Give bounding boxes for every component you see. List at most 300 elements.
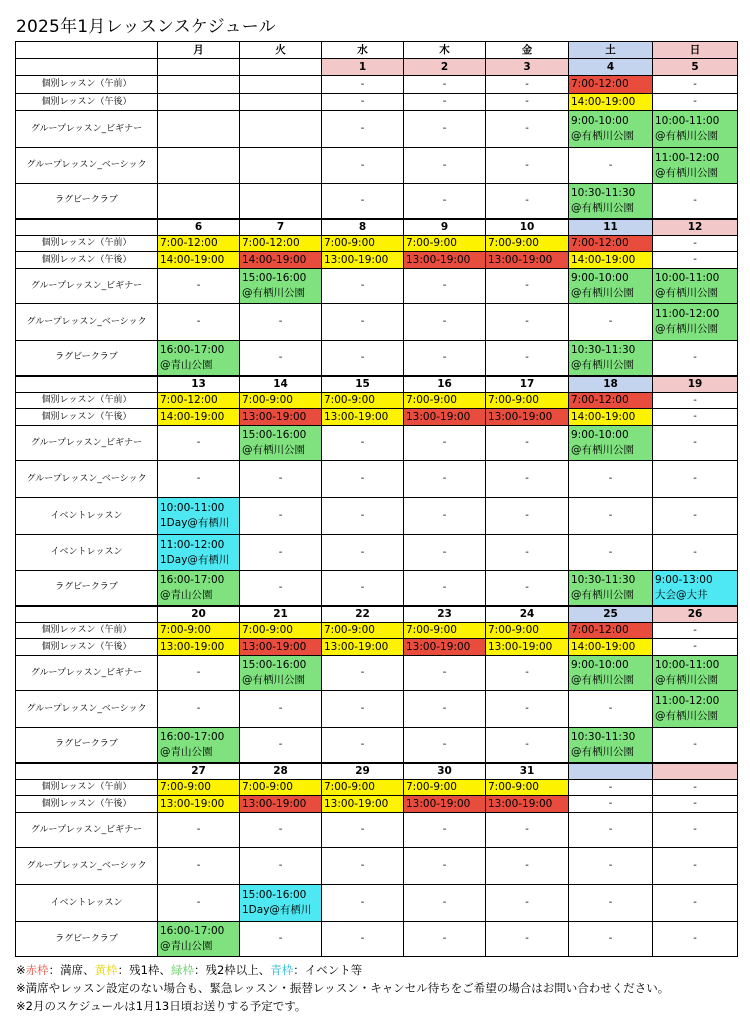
lesson-row	[16, 409, 738, 426]
slot-cell: -	[569, 304, 653, 341]
lesson-label: 個別レッスン（午後）	[16, 94, 158, 111]
slot-cell: -	[404, 148, 486, 184]
lesson-label: グループレッスン_ビギナー	[16, 111, 158, 148]
slot-cell: 13:00-19:00	[322, 796, 404, 813]
lesson-label: グループレッスン_ベーシック	[16, 691, 158, 728]
slot-cell: -	[404, 94, 486, 111]
slot-cell: 7:00-9:00	[486, 393, 569, 409]
date-row-label	[16, 763, 158, 780]
date-cell: 26	[653, 606, 738, 623]
slot-cell: 13:00-19:00	[486, 252, 569, 269]
date-row	[16, 219, 738, 236]
date-cell	[653, 763, 738, 780]
slot-cell: -	[240, 728, 322, 763]
slot-cell: 13:00-19:00	[158, 796, 240, 813]
slot-cell: -	[653, 848, 738, 885]
lesson-row	[16, 94, 738, 111]
slot-cell: -	[486, 691, 569, 728]
slot-cell: -	[653, 76, 738, 94]
date-cell: 17	[486, 376, 569, 393]
slot-cell: 7:00-9:00	[240, 623, 322, 639]
date-cell: 1	[322, 59, 404, 76]
slot-cell: -	[404, 76, 486, 94]
lesson-label: ラグビークラブ	[16, 922, 158, 957]
lesson-label: ラグビークラブ	[16, 728, 158, 763]
slot-cell: -	[240, 461, 322, 498]
slot-cell: -	[158, 885, 240, 922]
slot-cell: -	[486, 922, 569, 957]
slot-cell: -	[322, 535, 404, 571]
slot-cell: -	[486, 426, 569, 461]
slot-cell: 11:00-12:00 1Day@有栖川	[158, 535, 240, 571]
lesson-label: 個別レッスン（午前）	[16, 780, 158, 796]
lesson-row	[16, 922, 738, 957]
slot-cell	[158, 111, 240, 148]
slot-cell: -	[653, 922, 738, 957]
slot-cell: -	[653, 461, 738, 498]
lesson-label: ラグビークラブ	[16, 341, 158, 376]
slot-cell: 7:00-9:00	[404, 236, 486, 252]
date-cell: 3	[486, 59, 569, 76]
slot-cell: -	[322, 848, 404, 885]
slot-cell: 9:00-10:00 @有栖川公園	[569, 656, 653, 691]
slot-cell: -	[322, 269, 404, 304]
slot-cell: 9:00-10:00 @有栖川公園	[569, 111, 653, 148]
corner-cell	[16, 42, 158, 59]
slot-cell: 13:00-19:00	[322, 409, 404, 426]
slot-cell: -	[486, 848, 569, 885]
slot-cell: -	[322, 426, 404, 461]
slot-cell: -	[653, 813, 738, 848]
slot-cell: -	[404, 184, 486, 219]
slot-cell: 13:00-19:00	[158, 639, 240, 656]
slot-cell: -	[322, 691, 404, 728]
lesson-label: 個別レッスン（午後）	[16, 252, 158, 269]
date-cell: 14	[240, 376, 322, 393]
date-cell: 8	[322, 219, 404, 236]
lesson-row	[16, 623, 738, 639]
slot-cell: -	[404, 848, 486, 885]
slot-cell: -	[404, 922, 486, 957]
legend-green-text: ：残2枠以上、	[193, 963, 271, 977]
slot-cell: 13:00-19:00	[240, 796, 322, 813]
slot-cell: -	[569, 848, 653, 885]
slot-cell: -	[486, 656, 569, 691]
lesson-row	[16, 813, 738, 848]
lesson-row	[16, 184, 738, 219]
slot-cell: -	[569, 691, 653, 728]
slot-cell: 14:00-19:00	[569, 94, 653, 111]
lesson-label: イベントレッスン	[16, 498, 158, 535]
slot-cell: -	[322, 76, 404, 94]
slot-cell: -	[404, 341, 486, 376]
date-cell: 20	[158, 606, 240, 623]
slot-cell: -	[569, 148, 653, 184]
lesson-row	[16, 639, 738, 656]
slot-cell: -	[486, 535, 569, 571]
slot-cell: -	[653, 252, 738, 269]
slot-cell: 14:00-19:00	[158, 409, 240, 426]
weekday-header: 月	[158, 42, 240, 59]
slot-cell: 7:00-12:00	[240, 236, 322, 252]
slot-cell: 9:00-10:00 @有栖川公園	[569, 269, 653, 304]
lesson-label: 個別レッスン（午後）	[16, 639, 158, 656]
slot-cell	[158, 184, 240, 219]
slot-cell: -	[569, 535, 653, 571]
slot-cell: 7:00-12:00	[569, 76, 653, 94]
slot-cell: 14:00-19:00	[240, 252, 322, 269]
slot-cell: 13:00-19:00	[240, 639, 322, 656]
lesson-label: イベントレッスン	[16, 885, 158, 922]
slot-cell: -	[486, 111, 569, 148]
slot-cell: 13:00-19:00	[404, 796, 486, 813]
lesson-label: グループレッスン_ビギナー	[16, 813, 158, 848]
slot-cell: -	[486, 728, 569, 763]
slot-cell: -	[158, 813, 240, 848]
slot-cell: 7:00-9:00	[158, 780, 240, 796]
slot-cell: 7:00-9:00	[322, 623, 404, 639]
slot-cell: -	[653, 780, 738, 796]
slot-cell: 9:00-10:00 @有栖川公園	[569, 426, 653, 461]
lesson-label: グループレッスン_ベーシック	[16, 148, 158, 184]
slot-cell: 7:00-9:00	[486, 780, 569, 796]
legend-blue-text: ：イベント等	[293, 963, 363, 977]
slot-cell: 13:00-19:00	[404, 409, 486, 426]
lesson-row	[16, 304, 738, 341]
legend-prefix: ※	[16, 963, 26, 977]
lesson-row	[16, 848, 738, 885]
slot-cell: 16:00-17:00 @青山公園	[158, 571, 240, 606]
slot-cell: -	[486, 813, 569, 848]
date-cell: 15	[322, 376, 404, 393]
lesson-row	[16, 885, 738, 922]
lesson-label: グループレッスン_ベーシック	[16, 304, 158, 341]
slot-cell: -	[653, 94, 738, 111]
date-cell: 12	[653, 219, 738, 236]
slot-cell: -	[404, 691, 486, 728]
date-cell: 16	[404, 376, 486, 393]
lesson-row	[16, 252, 738, 269]
slot-cell: -	[486, 148, 569, 184]
slot-cell: 13:00-19:00	[240, 409, 322, 426]
slot-cell: -	[404, 304, 486, 341]
slot-cell: -	[486, 461, 569, 498]
weekday-header: 日	[653, 42, 738, 59]
date-cell: 28	[240, 763, 322, 780]
slot-cell: 7:00-9:00	[404, 623, 486, 639]
slot-cell: 10:00-11:00 @有栖川公園	[653, 269, 738, 304]
slot-cell: 10:30-11:30 @有栖川公園	[569, 341, 653, 376]
slot-cell: 7:00-9:00	[486, 236, 569, 252]
slot-cell: 11:00-12:00 @有栖川公園	[653, 304, 738, 341]
lesson-row	[16, 535, 738, 571]
lesson-row	[16, 111, 738, 148]
slot-cell: -	[240, 571, 322, 606]
lesson-label: 個別レッスン（午前）	[16, 393, 158, 409]
slot-cell: -	[322, 184, 404, 219]
slot-cell: 13:00-19:00	[404, 639, 486, 656]
slot-cell: -	[486, 94, 569, 111]
lesson-row	[16, 341, 738, 376]
slot-cell: 7:00-12:00	[569, 623, 653, 639]
slot-cell: 7:00-9:00	[322, 393, 404, 409]
slot-cell: 10:30-11:30 @有栖川公園	[569, 571, 653, 606]
lesson-label: 個別レッスン（午後）	[16, 796, 158, 813]
slot-cell: -	[404, 813, 486, 848]
date-cell	[240, 59, 322, 76]
date-row-label	[16, 219, 158, 236]
slot-cell: -	[322, 813, 404, 848]
slot-cell: -	[653, 623, 738, 639]
slot-cell: -	[322, 922, 404, 957]
slot-cell: -	[240, 691, 322, 728]
slot-cell: -	[322, 728, 404, 763]
slot-cell: 10:30-11:30 @有栖川公園	[569, 184, 653, 219]
legend-blue-key: 青枠	[270, 963, 294, 977]
slot-cell: -	[569, 885, 653, 922]
slot-cell: 15:00-16:00 @有栖川公園	[240, 426, 322, 461]
slot-cell: -	[653, 796, 738, 813]
lesson-row	[16, 236, 738, 252]
slot-cell: -	[322, 461, 404, 498]
slot-cell: 11:00-12:00 @有栖川公園	[653, 148, 738, 184]
slot-cell: 9:00-13:00 大会@大井	[653, 571, 738, 606]
slot-cell: -	[486, 498, 569, 535]
date-cell: 4	[569, 59, 653, 76]
legend-line	[16, 961, 669, 979]
weekday-header: 土	[569, 42, 653, 59]
slot-cell: -	[653, 426, 738, 461]
slot-cell: -	[322, 111, 404, 148]
date-cell: 23	[404, 606, 486, 623]
slot-cell	[240, 76, 322, 94]
legend-green-key: 緑枠	[170, 963, 194, 977]
slot-cell: 7:00-12:00	[158, 236, 240, 252]
date-row-label	[16, 59, 158, 76]
weekday-header: 木	[404, 42, 486, 59]
date-row	[16, 606, 738, 623]
slot-cell: -	[486, 885, 569, 922]
lesson-label: 個別レッスン（午後）	[16, 409, 158, 426]
note-line: ※2月のスケジュールは1月13日頃お送りする予定です。	[16, 999, 307, 1013]
slot-cell: -	[569, 813, 653, 848]
slot-cell: 7:00-9:00	[240, 393, 322, 409]
date-row-label	[16, 376, 158, 393]
lesson-row	[16, 426, 738, 461]
lesson-label: 個別レッスン（午前）	[16, 236, 158, 252]
lesson-row	[16, 393, 738, 409]
slot-cell	[240, 94, 322, 111]
slot-cell: -	[653, 184, 738, 219]
slot-cell: 10:00-11:00 @有栖川公園	[653, 656, 738, 691]
date-row-label	[16, 606, 158, 623]
lesson-row	[16, 571, 738, 606]
slot-cell: -	[653, 341, 738, 376]
slot-cell: -	[569, 498, 653, 535]
slot-cell: 14:00-19:00	[569, 252, 653, 269]
slot-cell: 16:00-17:00 @青山公園	[158, 728, 240, 763]
slot-cell: -	[240, 341, 322, 376]
date-cell: 18	[569, 376, 653, 393]
slot-cell: 10:00-11:00 1Day@有栖川	[158, 498, 240, 535]
slot-cell: 7:00-12:00	[569, 236, 653, 252]
date-cell: 31	[486, 763, 569, 780]
lesson-label: グループレッスン_ベーシック	[16, 461, 158, 498]
slot-cell: -	[322, 885, 404, 922]
slot-cell: -	[240, 922, 322, 957]
slot-cell: -	[404, 535, 486, 571]
slot-cell: 14:00-19:00	[569, 409, 653, 426]
slot-cell	[240, 184, 322, 219]
slot-cell: 7:00-9:00	[322, 780, 404, 796]
slot-cell: -	[569, 461, 653, 498]
date-row	[16, 763, 738, 780]
slot-cell: -	[569, 780, 653, 796]
slot-cell: 14:00-19:00	[158, 252, 240, 269]
slot-cell: -	[653, 393, 738, 409]
slot-cell: -	[322, 148, 404, 184]
slot-cell: -	[158, 304, 240, 341]
lesson-row	[16, 728, 738, 763]
schedule-table	[15, 41, 738, 957]
slot-cell: -	[486, 304, 569, 341]
slot-cell	[240, 111, 322, 148]
slot-cell: -	[569, 796, 653, 813]
date-cell: 13	[158, 376, 240, 393]
date-cell: 25	[569, 606, 653, 623]
lesson-label: グループレッスン_ベーシック	[16, 848, 158, 885]
slot-cell: 13:00-19:00	[486, 796, 569, 813]
weekday-header: 水	[322, 42, 404, 59]
slot-cell: 7:00-9:00	[486, 623, 569, 639]
slot-cell: 16:00-17:00 @青山公園	[158, 341, 240, 376]
slot-cell: -	[404, 461, 486, 498]
date-cell: 2	[404, 59, 486, 76]
slot-cell: -	[404, 498, 486, 535]
date-cell: 7	[240, 219, 322, 236]
slot-cell: 13:00-19:00	[404, 252, 486, 269]
date-row	[16, 59, 738, 76]
slot-cell: 16:00-17:00 @青山公園	[158, 922, 240, 957]
slot-cell: -	[404, 426, 486, 461]
date-cell: 27	[158, 763, 240, 780]
slot-cell: -	[404, 571, 486, 606]
lesson-label: グループレッスン_ビギナー	[16, 656, 158, 691]
slot-cell: -	[486, 76, 569, 94]
slot-cell: -	[486, 184, 569, 219]
slot-cell: 13:00-19:00	[486, 409, 569, 426]
slot-cell: -	[486, 571, 569, 606]
date-cell: 6	[158, 219, 240, 236]
slot-cell: -	[653, 885, 738, 922]
slot-cell: -	[322, 498, 404, 535]
slot-cell: 7:00-9:00	[240, 780, 322, 796]
weekday-header-row	[16, 42, 738, 59]
slot-cell: -	[240, 498, 322, 535]
lesson-label: イベントレッスン	[16, 535, 158, 571]
slot-cell: -	[653, 409, 738, 426]
note-line: ※満席やレッスン設定のない場合も、緊急レッスン・振替レッスン・キャンセル待ちをご希望の場合はお問い合わせください。	[16, 981, 670, 995]
slot-cell	[158, 76, 240, 94]
lesson-row	[16, 796, 738, 813]
lesson-row	[16, 498, 738, 535]
slot-cell: -	[569, 922, 653, 957]
slot-cell	[158, 148, 240, 184]
slot-cell: 11:00-12:00 @有栖川公園	[653, 691, 738, 728]
lesson-label: ラグビークラブ	[16, 571, 158, 606]
slot-cell: -	[322, 304, 404, 341]
date-cell: 30	[404, 763, 486, 780]
lesson-row	[16, 656, 738, 691]
date-cell: 9	[404, 219, 486, 236]
slot-cell: -	[322, 656, 404, 691]
date-cell: 10	[486, 219, 569, 236]
slot-cell: -	[486, 269, 569, 304]
slot-cell: 13:00-19:00	[322, 639, 404, 656]
slot-cell: -	[240, 304, 322, 341]
legend-yellow-key: 黄枠	[94, 963, 118, 977]
slot-cell: 7:00-12:00	[158, 393, 240, 409]
lesson-row	[16, 76, 738, 94]
lesson-row	[16, 269, 738, 304]
slot-cell	[158, 94, 240, 111]
slot-cell: 7:00-9:00	[322, 236, 404, 252]
date-cell: 5	[653, 59, 738, 76]
slot-cell: 13:00-19:00	[322, 252, 404, 269]
slot-cell: -	[158, 269, 240, 304]
date-cell: 24	[486, 606, 569, 623]
slot-cell: 15:00-16:00 @有栖川公園	[240, 656, 322, 691]
date-cell: 29	[322, 763, 404, 780]
slot-cell	[240, 148, 322, 184]
legend-yellow-text: ：残1枠、	[117, 963, 171, 977]
lesson-label: ラグビークラブ	[16, 184, 158, 219]
slot-cell: -	[404, 885, 486, 922]
slot-cell: -	[404, 728, 486, 763]
slot-cell: -	[158, 426, 240, 461]
slot-cell: 15:00-16:00 1Day@有栖川	[240, 885, 322, 922]
lesson-label: グループレッスン_ビギナー	[16, 426, 158, 461]
slot-cell: -	[653, 498, 738, 535]
slot-cell: -	[404, 111, 486, 148]
slot-cell: -	[404, 656, 486, 691]
slot-cell: -	[653, 236, 738, 252]
date-cell: 11	[569, 219, 653, 236]
lesson-row	[16, 780, 738, 796]
slot-cell: 7:00-9:00	[158, 623, 240, 639]
slot-cell: -	[240, 813, 322, 848]
page-title: 2025年1月レッスンスケジュール	[16, 17, 276, 37]
slot-cell: -	[158, 461, 240, 498]
date-row	[16, 376, 738, 393]
lesson-row	[16, 148, 738, 184]
date-cell: 22	[322, 606, 404, 623]
slot-cell: -	[240, 848, 322, 885]
slot-cell: -	[322, 94, 404, 111]
lesson-row	[16, 691, 738, 728]
slot-cell: 10:00-11:00 @有栖川公園	[653, 111, 738, 148]
slot-cell: 7:00-12:00	[569, 393, 653, 409]
legend-red-key: 赤枠	[25, 963, 49, 977]
weekday-header: 火	[240, 42, 322, 59]
slot-cell: -	[653, 728, 738, 763]
lesson-row	[16, 461, 738, 498]
slot-cell: -	[486, 341, 569, 376]
notes	[16, 961, 669, 1015]
slot-cell: -	[404, 269, 486, 304]
weekday-header: 金	[486, 42, 569, 59]
lesson-label: グループレッスン_ビギナー	[16, 269, 158, 304]
